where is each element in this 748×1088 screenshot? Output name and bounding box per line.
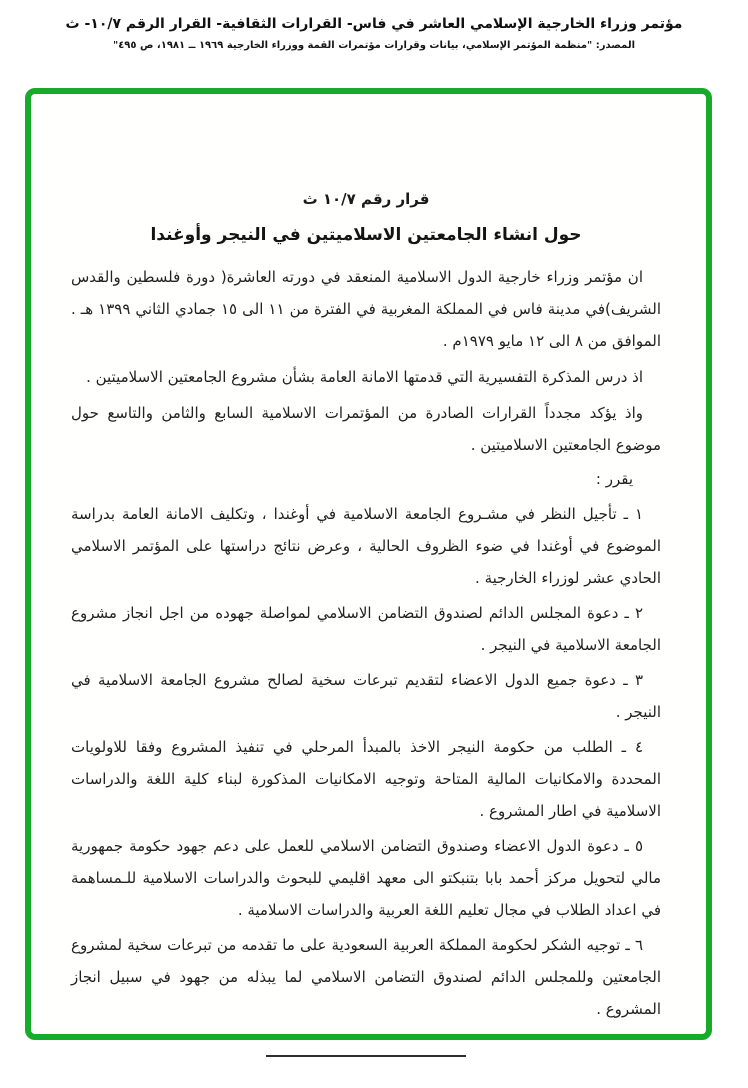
clause-3: ٣ ـ دعوة جميع الدول الاعضاء لتقديم تبرعات سخية لصالح مشروع الجامعة الاسلامية في النيجر . [71, 671, 661, 721]
citation-title: مؤتمر وزراء الخارجية الإسلامي العاشر في فاس- القرارات الثقافية- القرار الرقم ١٠/٧- ث [65, 16, 683, 32]
preamble-paragraph-3: واذ يؤكد مجدداً القرارات الصادرة من المؤتمرات الاسلامية السابع والثامن والتاسع حول موضوع الجامعتين الاسلاميتين . [71, 404, 661, 454]
clause-4: ٤ ـ الطلب من حكومة النيجر الاخذ بالمبدأ المرحلي في تنفيذ المشروع وفقا للاولويات المحددة والامكانيات المالية المتاحة وتوجيه الامكانيات المذكورة لبناء كلية اللغة والدراسات الاسلامية في اطار المشروع . [71, 738, 661, 820]
preamble-paragraph-1: ان مؤتمر وزراء خارجية الدول الاسلامية المنعقد في دورته العاشرة( دورة فلسطين والقدس الشريف)في مدينة فاس في المملكة المغربية في الفترة من ١١ الى ١٥ جمادي الثاني ١٣٩٩ هـ . الموافق من ٨ الى ١٢ مايو ١٩٧٩م . [71, 268, 662, 350]
resolution-subject-title: حول انشاء الجامعتين الاسلاميتين في النيجر وأوغندا [150, 225, 582, 245]
citation-header [0, 16, 748, 51]
decision-label: يقرر : [595, 470, 633, 488]
clause-1: ١ ـ تأجيل النظر في مشـروع الجامعة الاسلامية في أوغندا ، وتكليف الامانة العامة بدراسة الموضوع في أوغندا في ضوء الظروف الحالية ، وعرض نتائج دراستها على المؤتمر الاسلامي الحادي عشر لوزراء الخارجية . [71, 505, 661, 587]
resolution-number-title: قرار رقم ١٠/٧ ث [302, 190, 430, 208]
clause-5: ٥ ـ دعوة الدول الاعضاء وصندوق التضامن الاسلامي للعمل على دعم جهود حكومة جمهورية مالي لتحويل مركز أحمد بابا بتنبكتو الى معهد اقليمي للبحوث والدراسات الاسلامية للـمساهمة في اعداد الطلاب في مجال تعليم اللغة العربية والدراسات الاسلامية . [71, 837, 661, 919]
resolution-body [71, 184, 661, 1057]
clause-2: ٢ ـ دعوة المجلس الدائم لصندوق التضامن الاسلامي لمواصلة جهوده من اجل انجاز مشروع الجامعة الاسلامية في النيجر . [71, 604, 661, 654]
citation-source: المصدر: "منظمة المؤتمر الإسلامي، بيانات وقرارات مؤتمرات القمة ووزراء الخارجية ١٩٦٩ ــ ١٩٨١، ص ٤٩٥" [112, 40, 636, 51]
preamble-paragraph-2: اذ درس المذكرة التفسيرية التي قدمتها الامانة العامة بشأن مشروع الجامعتين الاسلاميتين . [86, 368, 643, 386]
scanned-page-frame [25, 88, 712, 1040]
end-divider [266, 1055, 466, 1057]
clause-6: ٦ ـ توجيه الشكر لحكومة المملكة العربية السعودية على ما تقدمه من تبرعات سخية لمشروع الجامعتين وللمجلس الدائم لصندوق التضامن الاسلامي لما يبذله من جهود في سبيل انجاز المشروع . [71, 936, 661, 1018]
